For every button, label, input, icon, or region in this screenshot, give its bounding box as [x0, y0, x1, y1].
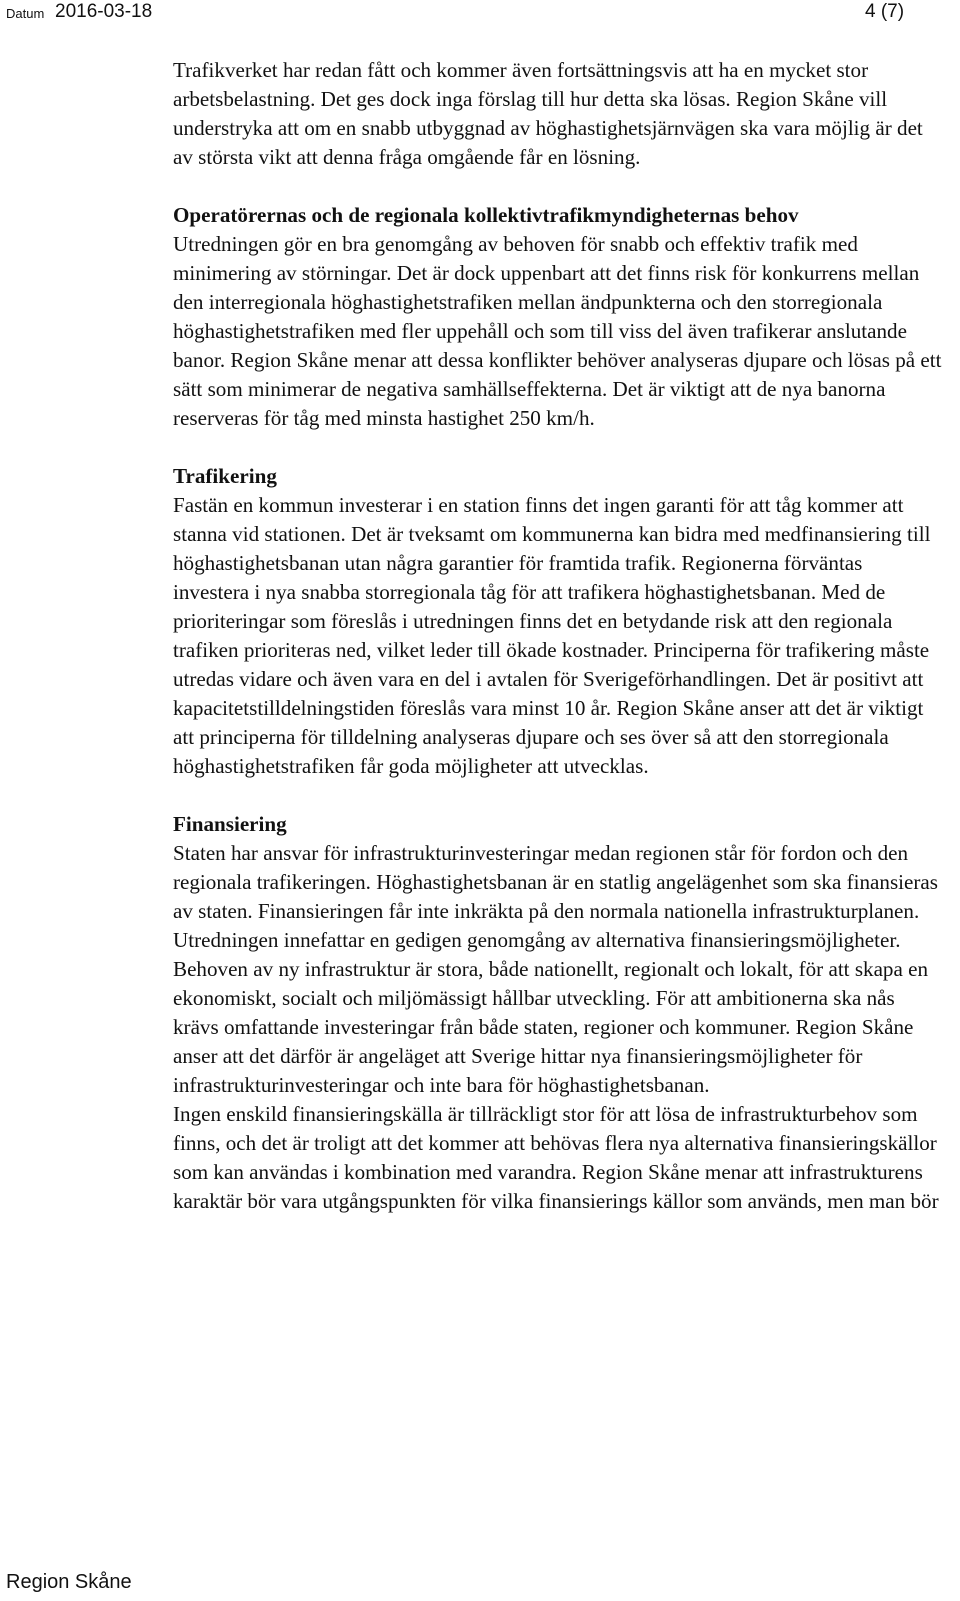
document-body [173, 56, 943, 1216]
section-paragraph: Fastän en kommun investerar i en station finns det ingen garanti för att tåg kommer att stanna vid stationen. Det är tveksamt om kommunerna kan bidra med medfinansiering till höghastighetsbanan utan några garantier för framtida trafik. Regionerna förväntas investera i nya snabba storregionala tåg för att trafikera höghastighetsbanan. Med de prioriteringar som föreslås i utredningen finns det en betydande risk att den regionala trafiken prioriteras ned, vilket leder till ökade kostnader. Principerna för trafikering måste utredas vidare och även vara en del i avtalen för Sverigeförhandlingen. Det är positivt att kapacitetstilldelningstiden föreslås vara minst 10 år. Region Skåne anser att det är viktigt att principerna för tilldelning analyseras djupare och ses över så att den storregionala höghastighetstrafiken får goda möjligheter att utvecklas. [173, 493, 931, 778]
paragraph-spacer [173, 433, 943, 462]
section-paragraph: Utredningen gör en bra genomgång av behoven för snabb och effektiv trafik med minimering av störningar. Det är dock uppenbart att det finns risk för konkurrens mellan den interregionala höghastighetstrafiken mellan ändpunkterna och den storregionala höghastighetstrafiken med fler uppehåll och som till viss del även trafikerar anslutande banor. Region Skåne menar att dessa konflikter behöver analyseras djupare och lösas på ett sätt som minimerar de negativa samhällseffekterna. Det är viktigt att de nya banorna reserveras för tåg med minsta hastighet 250 km/h. [173, 232, 942, 430]
section-heading-trafikering: Trafikering [173, 464, 277, 488]
section-heading-operators: Operatörernas och de regionala kollektivtrafikmyndigheternas behov [173, 203, 799, 227]
section-paragraph: Ingen enskild finansieringskälla är tillräckligt stor för att lösa de infrastrukturbehov som finns, och det är troligt att det kommer att behövas flera nya alternativa finansieringskällor som kan användas i kombination med varandra. Region Skåne menar att infrastrukturens karaktär bör vara utgångspunkten för vilka finansierings källor som används, men man bör [173, 1102, 939, 1213]
date-value: 2016-03-18 [55, 1, 153, 22]
footer-organization: Region Skåne [6, 1571, 132, 1593]
section-heading-finansiering: Finansiering [173, 812, 287, 836]
page-number: 4 (7) [865, 1, 905, 22]
paragraph-spacer [173, 172, 943, 201]
page-header [0, 0, 960, 30]
paragraph-spacer [173, 781, 943, 810]
intro-paragraph: Trafikverket har redan fått och kommer även fortsättningsvis att ha en mycket stor arbetsbelastning. Det ges dock inga förslag till hur detta ska lösas. Region Skåne vill understryka att om en snabb utbyggnad av höghastighetsjärnvägen ska vara möjlig är det av största vikt att denna fråga omgående får en lösning. [173, 58, 923, 169]
date-label: Datum [6, 6, 45, 21]
section-paragraph: Staten har ansvar för infrastrukturinvesteringar medan regionen står för fordon och den regionala trafikeringen. Höghastighetsbanan är en statlig angelägenhet som ska finansieras av staten. Finansieringen får inte inkräkta på den normala nationella infrastrukturplanen. Utredningen innefattar en gedigen genomgång av alternativa finansieringsmöjligheter. Behoven av ny infrastruktur är stora, både nationellt, regionalt och lokalt, för att skapa en ekonomiskt, socialt och miljömässigt hållbar utveckling. För att ambitionerna ska nås krävs omfattande investeringar från både staten, regioner och kommuner. Region Skåne anser att det därför är angeläget att Sverige hittar nya finansieringsmöjligheter för infrastrukturinvesteringar och inte bara för höghastighetsbanan. [173, 841, 938, 1097]
